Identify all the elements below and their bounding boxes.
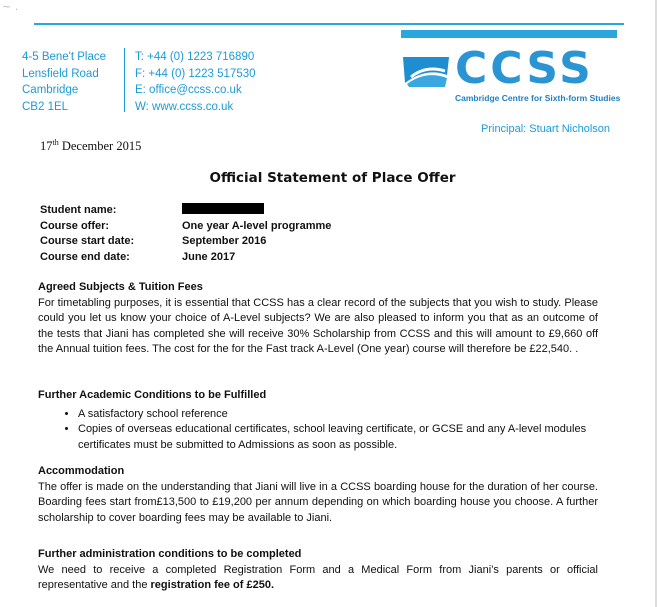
detail-value: June 2017 <box>182 250 236 263</box>
ccss-logo-icon <box>401 53 451 89</box>
address-line: Cambridge <box>22 84 79 96</box>
address-line: CB2 1EL <box>22 100 69 113</box>
detail-row <box>40 219 331 235</box>
principal-line: Principal: Stuart Nicholson <box>481 123 611 135</box>
section-body <box>38 563 598 594</box>
section-heading: Further Academic Conditions to be Fulfilled <box>38 389 267 401</box>
detail-value: September 2016 <box>182 235 267 247</box>
registration-fee: registration fee of £250. <box>150 579 275 591</box>
logo-subtitle: Cambridge Centre for Sixth-form Studies <box>455 93 621 103</box>
date-suffix: th <box>52 138 59 147</box>
body-text: We need to receive a completed Registration Form and a Medical Form from Jiani’s parents or official representative and the <box>38 563 598 591</box>
letter-title: Official Statement of Place Offer <box>209 170 456 186</box>
detail-value: One year A-level programme <box>182 219 332 232</box>
logo-bar <box>401 30 617 38</box>
detail-label: Student name: <box>40 204 117 216</box>
redacted-name <box>182 203 264 219</box>
section-body: The offer is made on the understanding that Jiani will live in a CCSS boarding house for the duration of her course. Boarding fees start from£13,500 to £19,200 per annum depending on which boarding house you choose. A further scholarship to cover boarding fees may be available to Jiani. <box>38 480 598 524</box>
email-line: E: office@ccss.co.uk <box>135 84 242 96</box>
academic-conditions-section <box>38 388 598 453</box>
detail-row <box>40 250 331 266</box>
logo-wordmark: CCSS <box>455 43 594 94</box>
address-line: Lensfield Road <box>22 67 99 80</box>
phone-line: T: +44 (0) 1223 716890 <box>135 51 255 63</box>
letter-date <box>40 138 141 154</box>
section-heading: Further administration conditions to be completed <box>38 548 302 560</box>
conditions-list <box>38 407 598 454</box>
section-body: For timetabling purposes, it is essential that CCSS has a clear record of the subjects that you wish to study. Please could you let us know your choice of A-Level subjects? We are also pleased to inform you that as an outcome of the tests that Jiani has completed she will receive 30% Scholarship from CCSS and this will amount to £9,660 off the Annual tuition fees. The cost for the for the Fast track A-Level (One year) course will therefore be £22,540. . <box>38 296 598 355</box>
subjects-section <box>38 280 598 358</box>
redaction-box <box>182 203 264 214</box>
website-line: W: www.ccss.co.uk <box>135 100 234 113</box>
detail-label: Course end date: <box>40 250 130 263</box>
detail-row <box>40 234 331 250</box>
detail-row <box>40 203 331 219</box>
date-day: 17 <box>40 139 53 154</box>
section-heading: Accommodation <box>38 465 125 477</box>
date-rest: December 2015 <box>58 139 142 154</box>
header-top-line <box>34 23 624 25</box>
detail-label: Course start date: <box>40 235 135 247</box>
contact-block <box>135 49 256 115</box>
detail-label: Course offer: <box>40 219 110 232</box>
section-heading: Agreed Subjects & Tuition Fees <box>38 281 203 293</box>
header-divider <box>124 48 125 112</box>
address-line: 4-5 Bene't Place <box>22 51 107 63</box>
admin-conditions-section <box>38 547 598 594</box>
list-item: • Copies of overseas educational certificates, school leaving certificate, or GCSE and any A-level modules certificates must be submitted to Admissions as soon as possible. <box>78 422 598 453</box>
address-block <box>22 49 106 115</box>
scan-mark: ~ . <box>2 0 19 13</box>
student-details <box>40 203 331 265</box>
accommodation-section <box>38 464 598 526</box>
fax-line: F: +44 (0) 1223 517530 <box>135 67 256 80</box>
list-item: • A satisfactory school reference <box>78 407 598 423</box>
